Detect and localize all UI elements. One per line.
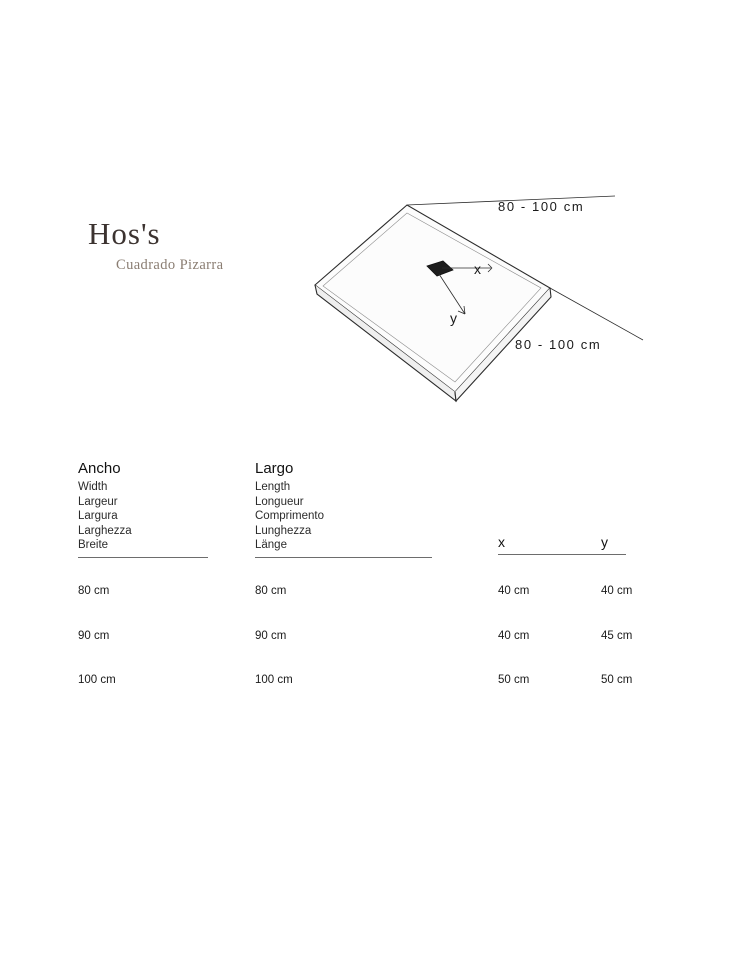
translation-line: Width (78, 481, 108, 493)
axis-label-y: y (450, 310, 457, 326)
table-cell-ancho: 100 cm (78, 674, 116, 686)
column-rule-ancho (78, 557, 208, 558)
column-title-ancho: Ancho (78, 460, 121, 477)
column-header-largo (255, 460, 432, 558)
column-rule-largo (255, 557, 432, 558)
table-cell-largo: 90 cm (255, 630, 287, 642)
column-header-y (601, 460, 691, 554)
table-cell-y: 50 cm (601, 674, 633, 686)
translation-line: Larghezza (78, 524, 132, 537)
brand-block (88, 218, 328, 274)
translation-line: Largeur (78, 495, 118, 508)
table-cell-x: 40 cm (498, 585, 530, 597)
table-cell-ancho: 80 cm (78, 585, 110, 597)
brand-name: Hos's (88, 216, 161, 251)
table-cell-largo: 80 cm (255, 585, 287, 597)
column-translations-largo (255, 480, 432, 553)
table-cell-x: 50 cm (498, 674, 530, 686)
brand-subtitle: Cuadrado Pizarra (116, 256, 224, 273)
translation-line: Lunghezza (255, 524, 312, 537)
column-header-ancho (78, 460, 208, 558)
table-cell-x: 40 cm (498, 630, 530, 642)
translation-line: Longueur (255, 495, 304, 508)
column-title-y: y (601, 534, 608, 550)
table-cell-y: 45 cm (601, 630, 633, 642)
column-header-x (498, 460, 598, 555)
table-cell-y: 40 cm (601, 585, 633, 597)
column-title-x: x (498, 534, 505, 550)
product-illustration (295, 180, 675, 420)
dimension-label-right: 80 - 100 cm (515, 337, 602, 352)
spacer (498, 460, 598, 534)
dimension-label-top: 80 - 100 cm (498, 199, 585, 214)
column-translations-ancho (78, 480, 208, 553)
axis-label-x: x (474, 261, 481, 277)
translation-line: Länge (255, 539, 287, 551)
table-cell-ancho: 90 cm (78, 630, 110, 642)
column-rule-xy (498, 554, 626, 555)
table-cell-largo: 100 cm (255, 674, 293, 686)
translation-line: Largura (78, 510, 118, 522)
column-title-largo: Largo (255, 460, 294, 477)
translation-line: Breite (78, 539, 109, 551)
spacer (601, 460, 691, 534)
translation-line: Comprimento (255, 510, 325, 522)
translation-line: Length (255, 481, 291, 493)
